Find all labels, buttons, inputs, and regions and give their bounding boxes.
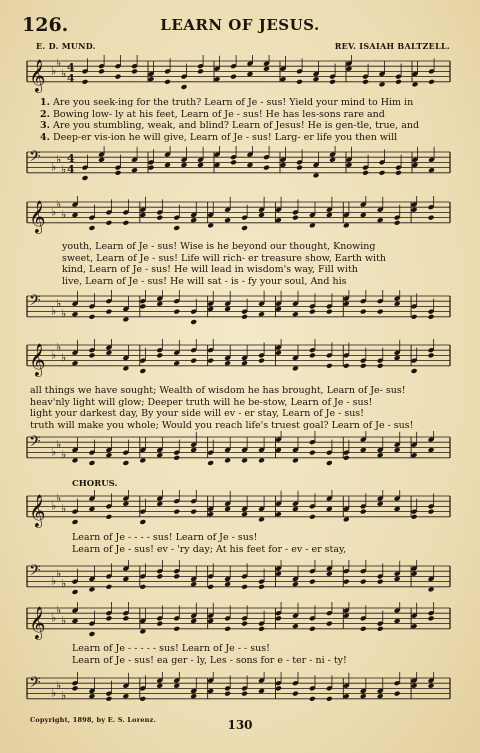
- chord-note: [395, 64, 402, 85]
- chord-note: [224, 605, 231, 631]
- page-number: 130: [227, 718, 253, 732]
- chord-note: [148, 149, 155, 170]
- chord-note: [343, 496, 350, 522]
- chord-note: [377, 197, 384, 223]
- chord-note: [360, 493, 367, 514]
- chord-note: [156, 339, 163, 358]
- chord-note: [241, 205, 248, 231]
- lyric-line: Learn of Je - - - - sus! Learn of Je - sus!: [72, 532, 258, 543]
- flat-icon: ♭: [56, 437, 62, 451]
- chord-note: [275, 602, 282, 621]
- chord-note: [224, 675, 231, 696]
- chord-note: [309, 493, 316, 519]
- flat-icon: ♭: [56, 197, 62, 211]
- bass-staff-system-2: [0, 290, 480, 340]
- lyric-line: heav'nly light will glow; Deeper truth will he be-stow, Learn of Je - sus!: [30, 396, 373, 408]
- chord-note: [428, 493, 435, 514]
- chord-note: [394, 290, 401, 307]
- lyric-line: Learn of Je - - - - - sus! Learn of Je - - sus!: [72, 643, 270, 654]
- flat-icon: ♭: [61, 67, 67, 80]
- chord-note: [258, 342, 265, 363]
- chord-note: [292, 672, 299, 697]
- lyric-line: sweet, Learn of Je - sus! Life will rich- er treasure show, Earth with: [62, 252, 387, 264]
- treble-staff-system-2: [0, 196, 480, 246]
- chord-note: [207, 339, 214, 364]
- flat-icon: ♭: [61, 577, 67, 591]
- chord-note: [164, 58, 171, 84]
- chord-note: [258, 611, 265, 632]
- chord-note: [326, 293, 333, 314]
- treble-clef-icon: 𝄞: [29, 199, 46, 233]
- chord-note: [428, 672, 435, 689]
- chord-note: [275, 672, 282, 691]
- chord-note: [139, 499, 146, 525]
- flat-icon: ♭: [51, 304, 57, 318]
- treble-staff-system-3: [0, 339, 480, 389]
- chord-note: [394, 205, 401, 226]
- chord-note: [329, 64, 336, 85]
- flat-icon: ♭: [56, 340, 62, 354]
- lyric-line: kind, Learn of Je - sus! He will lead in wisdom's way, Fill with: [62, 264, 358, 275]
- staff-lines: [27, 202, 450, 223]
- chord-note: [258, 437, 265, 463]
- chord-note: [190, 299, 197, 325]
- chord-note: [258, 569, 265, 590]
- chord-note: [343, 602, 350, 619]
- chord-note: [139, 348, 146, 374]
- flat-icon: ♭: [56, 678, 62, 692]
- chord-note: [309, 293, 316, 314]
- flat-icon: ♭: [51, 205, 57, 219]
- chord-note: [362, 155, 369, 176]
- chord-note: [72, 291, 79, 317]
- staff-lines: [27, 437, 450, 458]
- chord-note: [173, 440, 180, 461]
- chord-note: [105, 290, 112, 315]
- bass-staff-system-5: [0, 672, 480, 722]
- chord-note: [72, 569, 79, 595]
- chord-note: [122, 602, 129, 621]
- chord-note: [122, 345, 129, 371]
- chord-note: [241, 437, 248, 463]
- flat-icon: ♭: [51, 499, 57, 513]
- chorus-label: CHORUS.: [72, 479, 118, 489]
- chord-note: [379, 149, 386, 175]
- chord-note: [230, 55, 237, 80]
- lyric-line: all things we have sought; Wealth of wisdom he has brought, Learn of Je- sus!: [30, 385, 406, 396]
- chord-note: [122, 490, 129, 507]
- chord-note: [156, 560, 163, 579]
- chord-note: [326, 440, 333, 466]
- staff-lines: [27, 152, 450, 173]
- chord-note: [105, 493, 112, 519]
- chord-note: [173, 290, 180, 315]
- chord-note: [309, 560, 316, 585]
- chord-note: [156, 290, 163, 307]
- chord-note: [263, 55, 270, 72]
- flat-icon: ♭: [61, 208, 67, 221]
- chord-note: [292, 199, 299, 220]
- bass-clef-icon: 𝄢: [29, 147, 41, 169]
- chord-note: [377, 290, 384, 315]
- chord-note: [428, 339, 435, 358]
- bass-staff-system-1: [0, 146, 480, 196]
- chord-note: [362, 64, 369, 85]
- flat-icon: ♭: [51, 686, 57, 700]
- chord-note: [105, 199, 112, 225]
- bass-clef-icon: 𝄢: [29, 561, 41, 583]
- chord-note: [360, 605, 367, 631]
- lyric-line: [40, 120, 450, 132]
- staff-lines: [27, 61, 450, 82]
- chord-note: [428, 602, 435, 621]
- chord-note: [360, 560, 367, 585]
- chord-note: [343, 673, 350, 699]
- chord-note: [309, 202, 316, 228]
- chord-note: [89, 293, 96, 319]
- lyric-text: Are you stumbling, weak, and blind? Learn of Jesus! He is gen-tle, true, and: [52, 120, 420, 131]
- chord-note: [379, 61, 386, 87]
- chord-note: [131, 147, 138, 173]
- flat-icon: ♭: [61, 448, 67, 462]
- treble-clef-icon: 𝄞: [29, 493, 46, 527]
- chord-note: [360, 348, 367, 369]
- chord-note: [309, 431, 316, 456]
- chord-note: [326, 602, 333, 627]
- chord-note: [122, 673, 129, 699]
- chord-note: [224, 197, 231, 223]
- chord-note: [309, 339, 316, 358]
- chord-note: [411, 603, 418, 629]
- chord-note: [241, 299, 248, 320]
- chord-note: [377, 348, 384, 369]
- copyright-notice: Copyright, 1898, by E. S. Lorenz.: [30, 716, 156, 724]
- chord-note: [395, 155, 402, 176]
- verse-number: 3.: [40, 120, 50, 131]
- chord-note: [428, 299, 435, 320]
- chord-note: [197, 55, 204, 74]
- chord-note: [190, 339, 197, 364]
- bass-clef-icon: 𝄢: [29, 673, 41, 695]
- lyric-line: youth, Learn of Je - sus! Wise is he beyond our thought, Knowing: [62, 241, 376, 252]
- chord-note: [139, 563, 146, 589]
- staff-lines: [27, 566, 450, 587]
- chord-note: [309, 675, 316, 701]
- chord-note: [98, 146, 105, 163]
- treble-clef-icon: 𝄞: [29, 342, 46, 376]
- flat-icon: ♭: [61, 351, 67, 364]
- chord-note: [428, 147, 435, 173]
- chord-note: [343, 342, 350, 368]
- lyric-text: Bowing low- ly at his feet, Learn of Je - sus! He has les-sons rare and: [52, 108, 385, 120]
- chord-note: [89, 611, 96, 637]
- chord-note: [292, 603, 299, 629]
- lyric-line: light your darkest day, By your side will ev - er stay, Learn of Je - sus!: [30, 408, 365, 419]
- chord-note: [115, 155, 122, 176]
- chord-note: [105, 681, 112, 702]
- chord-note: [428, 566, 435, 592]
- chord-note: [72, 499, 79, 525]
- chord-note: [131, 55, 138, 74]
- flat-icon: ♭: [61, 614, 67, 627]
- time-signature-bottom: 4: [67, 162, 75, 176]
- bass-clef-icon: 𝄢: [29, 432, 41, 454]
- chord-note: [89, 339, 96, 358]
- chord-note: [190, 490, 197, 515]
- chord-note: [122, 296, 129, 322]
- hymn-title: LEARN OF JESUS.: [160, 16, 320, 34]
- chord-note: [428, 58, 435, 84]
- staff-lines: [27, 608, 450, 629]
- chord-note: [263, 146, 270, 171]
- chord-note: [309, 605, 316, 631]
- chord-note: [173, 672, 180, 689]
- flat-icon: ♭: [51, 445, 57, 459]
- lyric-line: truth will make you whole; Would you reach life's truest goal? Learn of Je - sus!: [30, 419, 414, 431]
- chord-note: [173, 605, 180, 631]
- chord-note: [207, 563, 214, 589]
- time-signature-bottom: 4: [67, 71, 75, 85]
- treble-clef-icon: 𝄞: [29, 605, 46, 639]
- flat-icon: ♭: [56, 296, 62, 310]
- flat-icon: ♭: [51, 348, 57, 362]
- time-signature-top: 4: [67, 60, 75, 74]
- chord-note: [343, 440, 350, 461]
- flat-icon: ♭: [61, 163, 67, 177]
- chord-note: [275, 491, 282, 517]
- chord-note: [275, 197, 282, 223]
- chord-note: [82, 155, 89, 181]
- chord-note: [173, 340, 180, 366]
- lyric-line: Learn of Je - sus! ea ger - ly, Les - sons for e - ter - ni - ty!: [72, 655, 347, 666]
- chord-note: [329, 146, 336, 163]
- chord-note: [156, 605, 163, 626]
- chord-note: [89, 205, 96, 231]
- chord-note: [241, 675, 248, 696]
- chord-note: [313, 152, 320, 178]
- chord-note: [181, 64, 188, 90]
- flat-icon: ♭: [51, 160, 57, 174]
- chord-note: [224, 437, 231, 463]
- flat-icon: ♭: [61, 502, 67, 515]
- chord-note: [377, 563, 384, 584]
- lyric-text: Are you seek-ing for the truth? Learn of Je - sus! Yield your mind to Him in: [52, 97, 414, 108]
- chord-note: [241, 563, 248, 589]
- chord-note: [89, 566, 96, 592]
- flat-icon: ♭: [56, 566, 62, 580]
- chord-note: [72, 437, 79, 463]
- chord-note: [258, 496, 265, 522]
- flat-icon: ♭: [61, 689, 67, 703]
- lyric-line: [40, 97, 450, 109]
- flat-icon: ♭: [56, 491, 62, 505]
- chord-note: [411, 432, 418, 458]
- flat-icon: ♭: [61, 307, 67, 321]
- chord-note: [214, 56, 221, 82]
- chord-note: [173, 490, 180, 515]
- chord-note: [280, 56, 287, 82]
- author-credit: REV. ISAIAH BALTZELL.: [334, 41, 450, 51]
- chord-note: [105, 602, 112, 621]
- flat-icon: ♭: [56, 152, 62, 166]
- chord-note: [411, 560, 418, 577]
- lyric-line: [40, 132, 450, 144]
- chord-note: [346, 55, 353, 72]
- chord-note: [326, 342, 333, 368]
- chord-note: [207, 202, 214, 228]
- bass-staff-system-3: [0, 431, 480, 481]
- chord-note: [82, 58, 89, 84]
- chord-note: [411, 348, 418, 374]
- chord-note: [173, 205, 180, 231]
- chord-note: [292, 291, 299, 317]
- chord-note: [98, 55, 105, 74]
- chord-note: [89, 440, 96, 466]
- chord-note: [139, 290, 146, 309]
- time-signature-top: 4: [67, 151, 75, 165]
- chord-note: [292, 437, 299, 463]
- chord-note: [377, 611, 384, 632]
- chord-note: [411, 293, 418, 319]
- chord-note: [296, 149, 303, 170]
- chord-note: [139, 608, 146, 634]
- chord-note: [326, 675, 333, 701]
- chord-note: [411, 672, 418, 689]
- chord-note: [139, 437, 146, 463]
- chord-note: [411, 499, 418, 520]
- chord-note: [412, 61, 419, 87]
- chord-note: [72, 672, 79, 691]
- lyric-line: live, Learn of Je - sus! He will sat - is - fy your soul, And his: [62, 275, 347, 287]
- verse-number: 4.: [40, 131, 50, 143]
- treble-clef-icon: 𝄞: [29, 58, 46, 92]
- flat-icon: ♭: [56, 56, 62, 70]
- chord-note: [411, 196, 418, 213]
- flat-icon: ♭: [51, 574, 57, 588]
- chord-note: [360, 290, 367, 315]
- verse-number: 2.: [40, 108, 50, 120]
- chord-note: [156, 199, 163, 220]
- chord-note: [72, 340, 79, 366]
- chord-note: [122, 440, 129, 466]
- flat-icon: ♭: [51, 611, 57, 625]
- chord-note: [207, 440, 214, 466]
- chord-note: [156, 490, 163, 507]
- chord-note: [105, 339, 112, 356]
- chord-note: [275, 560, 282, 577]
- flat-icon: ♭: [51, 64, 57, 78]
- chord-note: [115, 55, 122, 80]
- chord-note: [296, 58, 303, 84]
- chord-note: [394, 672, 401, 697]
- chord-note: [377, 490, 384, 507]
- composer-credit: E. D. MUND.: [36, 41, 96, 51]
- lyric-line: [40, 109, 450, 121]
- bass-clef-icon: 𝄢: [29, 291, 41, 313]
- chord-note: [292, 345, 299, 371]
- chord-note: [122, 199, 129, 225]
- chord-note: [230, 146, 237, 165]
- chord-note: [258, 291, 265, 317]
- chord-note: [275, 339, 282, 356]
- chord-note: [343, 560, 350, 585]
- chord-note: [173, 560, 180, 579]
- verse-number: 1.: [40, 97, 50, 108]
- hymn-number: 126.: [22, 14, 69, 36]
- lyric-text: Deep-er vis-ion he will give, Learn of Je - sus! Larg- er life you then will: [52, 131, 398, 143]
- chord-note: [241, 605, 248, 626]
- chord-note: [139, 675, 146, 701]
- chord-note: [343, 202, 350, 228]
- chord-note: [343, 290, 350, 307]
- chord-note: [326, 560, 333, 577]
- chord-note: [105, 563, 112, 589]
- flat-icon: ♭: [56, 603, 62, 617]
- chord-note: [156, 672, 163, 689]
- chord-note: [428, 196, 435, 221]
- lyric-line: Learn of Je - sus! ev - 'ry day; At his feet for - ev - er stay,: [72, 543, 347, 555]
